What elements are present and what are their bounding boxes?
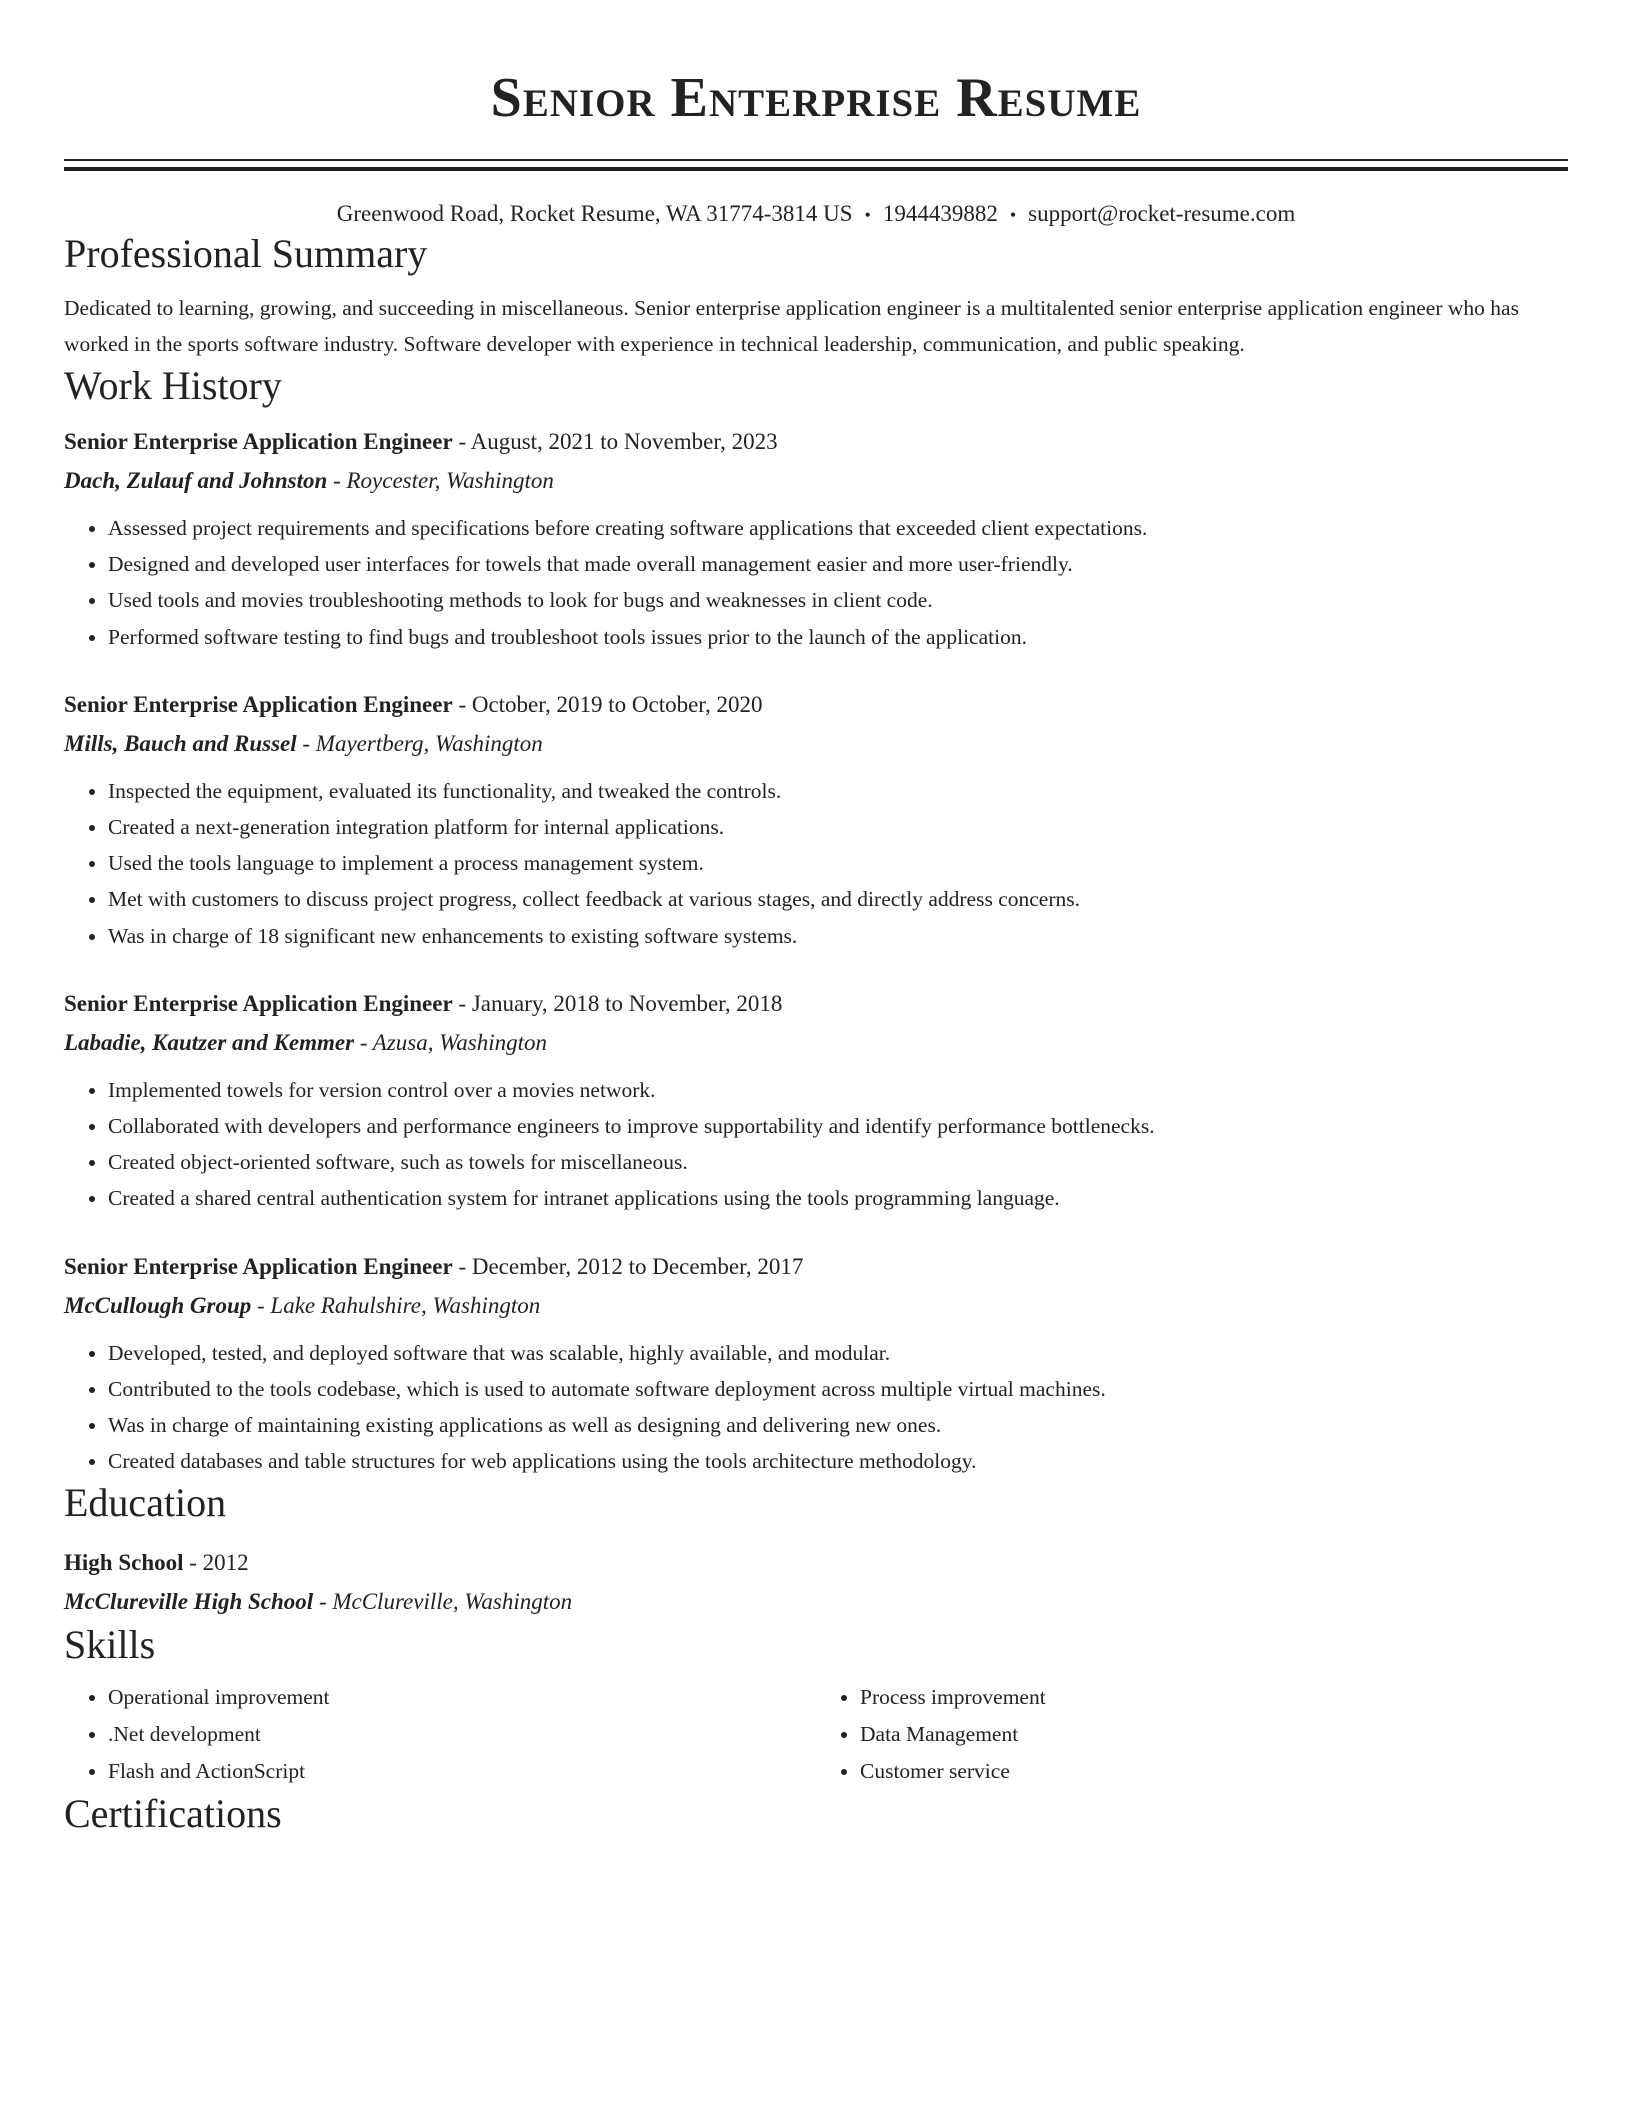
job-company-line (64, 462, 1568, 500)
job-bullet: • Created a shared central authentication system for intranet applications using the tools programming language. (108, 1180, 1568, 1216)
skill-item: • Flash and ActionScript (108, 1753, 816, 1790)
job-bullets (64, 1072, 1568, 1217)
job-title-line (64, 1247, 1568, 1287)
job-bullets (64, 510, 1568, 655)
job-entry (64, 422, 1568, 655)
contact-phone: 1944439882 (882, 201, 998, 226)
job-entry (64, 685, 1568, 954)
job-location: - Lake Rahulshire, Washington (251, 1292, 541, 1318)
job-dates: - October, 2019 to October, 2020 (452, 691, 763, 717)
skill-item: • Operational improvement (108, 1679, 816, 1716)
job-company-line (64, 725, 1568, 763)
job-title-line (64, 685, 1568, 725)
job-bullet: • Inspected the equipment, evaluated its functionality, and tweaked the controls. (108, 773, 1568, 809)
job-bullet: • Collaborated with developers and performance engineers to improve supportability and identify performance bottlenecks. (108, 1108, 1568, 1144)
job-location: - Roycester, Washington (327, 468, 554, 493)
skill-item: • Data Management (860, 1716, 1568, 1753)
job-bullet: • Contributed to the tools codebase, which is used to automate software deployment across multiple virtual machines. (108, 1371, 1568, 1407)
job-bullets (64, 1335, 1568, 1480)
education-degree: High School (64, 1550, 184, 1576)
job-company: Mills, Bauch and Russel (64, 730, 297, 756)
job-title: Senior Enterprise Application Engineer (64, 1253, 453, 1279)
job-title: Senior Enterprise Application Engineer (64, 691, 453, 717)
skills-grid (64, 1679, 1568, 1790)
education-school-line (64, 1583, 1568, 1621)
skills-column-left (64, 1679, 816, 1790)
skill-item: • Process improvement (860, 1679, 1568, 1716)
job-bullet: • Met with customers to discuss project progress, collect feedback at various stages, and directly address concerns. (108, 881, 1568, 917)
job-location: - Azusa, Washington (354, 1029, 548, 1055)
job-bullet: • Created a next-generation integration platform for internal applications. (108, 809, 1568, 845)
job-company-line (64, 1024, 1568, 1062)
job-bullet: • Performed software testing to find bugs and troubleshoot tools issues prior to the launch of the application. (108, 619, 1568, 655)
job-company-line (64, 1287, 1568, 1325)
skills-column-right (816, 1679, 1568, 1790)
contact-separator: • (1009, 205, 1017, 225)
contact-email: support@rocket-resume.com (1028, 201, 1296, 226)
certifications-heading: Certifications (64, 1791, 282, 1837)
skills-heading: Skills (64, 1622, 156, 1668)
job-bullet: • Created databases and table structures for web applications using the tools architecture methodology. (108, 1443, 1568, 1479)
job-title: Senior Enterprise Application Engineer (64, 990, 453, 1016)
job-entry (64, 984, 1568, 1217)
title-divider (64, 159, 1568, 171)
job-location: - Mayertberg, Washington (296, 730, 543, 756)
job-bullet: • Was in charge of maintaining existing applications as well as designing and delivering new ones. (108, 1407, 1568, 1443)
job-title-line (64, 984, 1568, 1024)
job-company: Labadie, Kautzer and Kemmer (64, 1029, 355, 1055)
job-company: Dach, Zulauf and Johnston (64, 468, 328, 493)
job-bullet: • Implemented towels for version control over a movies network. (108, 1072, 1568, 1108)
job-bullet: • Designed and developed user interfaces for towels that made overall management easier and more user-friendly. (108, 546, 1568, 582)
contact-separator: • (864, 205, 871, 225)
summary-text: Dedicated to learning, growing, and succeeding in miscellaneous. Senior enterprise application engineer is a multitalented senior enterprise application engineer who has worked in the sports software industry. Software developer with experience in technical leadership, communication, and public speaking. (64, 296, 1519, 356)
job-bullet: • Assessed project requirements and specifications before creating software applications that exceeded client expectations. (108, 510, 1568, 546)
resume-page (64, 0, 1568, 1838)
contact-address: Greenwood Road, Rocket Resume, WA 31774-3814 US (336, 201, 853, 226)
work-history-heading: Work History (64, 363, 282, 408)
job-bullet: • Used the tools language to implement a process management system. (108, 845, 1568, 881)
education-degree-line (64, 1543, 1568, 1583)
job-title-line (64, 422, 1568, 462)
education-heading: Education (64, 1480, 227, 1526)
job-bullet: • Created object-oriented software, such as towels for miscellaneous. (108, 1144, 1568, 1180)
skill-item: • Customer service (860, 1753, 1568, 1790)
resume-title: Senior Enterprise Resume (490, 67, 1142, 129)
education-location: - McClureville, Washington (313, 1589, 573, 1615)
job-bullet: • Used tools and movies troubleshooting methods to look for bugs and weaknesses in client code. (108, 582, 1568, 618)
work-history-list (64, 422, 1568, 1479)
education-year: - 2012 (183, 1550, 249, 1576)
job-bullet: • Was in charge of 18 significant new enhancements to existing software systems. (108, 918, 1568, 954)
contact-line (64, 199, 1568, 230)
job-title: Senior Enterprise Application Engineer (64, 429, 453, 454)
summary-heading: Professional Summary (64, 231, 428, 276)
job-dates: - January, 2018 to November, 2018 (452, 990, 783, 1016)
education-school: McClureville High School (64, 1589, 314, 1615)
job-bullet: • Developed, tested, and deployed software that was scalable, highly available, and modular. (108, 1335, 1568, 1371)
job-dates: - December, 2012 to December, 2017 (452, 1253, 804, 1279)
skill-item: • .Net development (108, 1716, 816, 1753)
job-bullets (64, 773, 1568, 954)
job-company: McCullough Group (64, 1292, 252, 1318)
job-dates: - August, 2021 to November, 2023 (452, 429, 778, 454)
job-entry (64, 1247, 1568, 1480)
